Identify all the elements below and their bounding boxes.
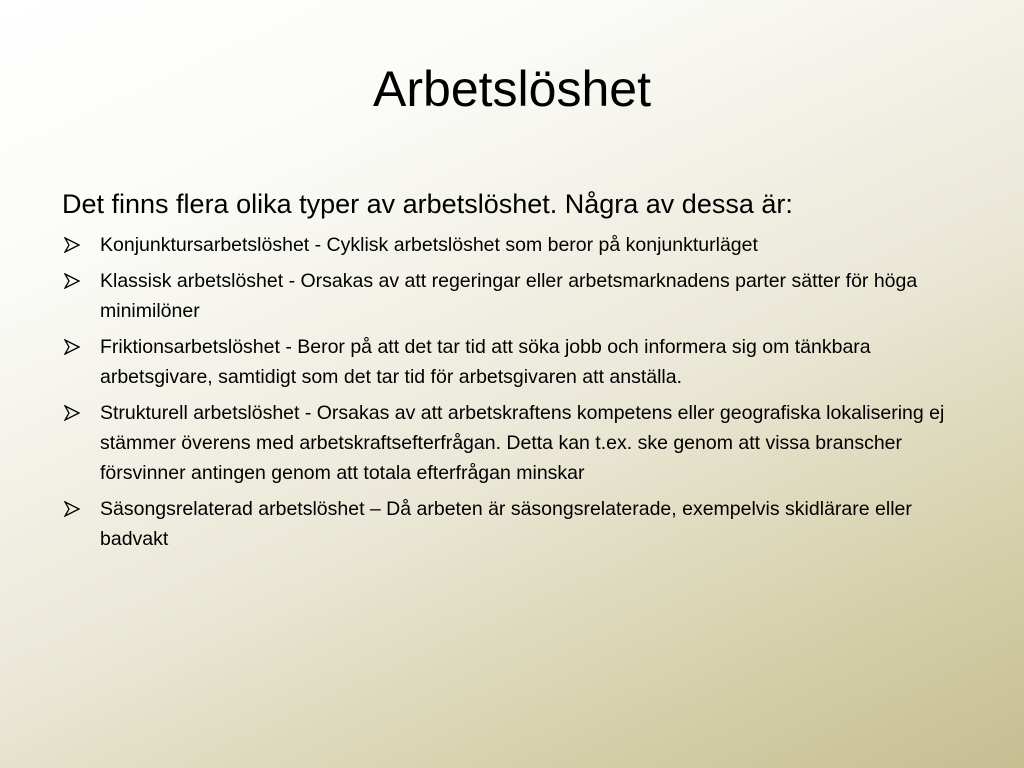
- list-item: [62, 266, 972, 326]
- intro-text: Det finns flera olika typer av arbetslöshet. Några av dessa är:: [62, 189, 793, 219]
- arrow-bullet-icon: [64, 339, 80, 355]
- arrow-bullet-icon: [64, 237, 80, 253]
- arrow-bullet-icon: [64, 501, 80, 517]
- list-item-text: Friktionsarbetslöshet - Beror på att det tar tid att söka jobb och informera sig om tänkbara arbetsgivare, samtidigt som det tar tid för arbetsgivaren att anställa.: [100, 336, 871, 389]
- list-item: [62, 494, 972, 554]
- list-item-text: Säsongsrelaterad arbetslöshet – Då arbeten är säsongsrelaterade, exempelvis skidlärare eller badvakt: [100, 498, 912, 551]
- bullet-list: [62, 230, 972, 554]
- list-item: [62, 230, 972, 260]
- list-item-text: Konjunktursarbetslöshet - Cyklisk arbetslöshet som beror på konjunkturläget: [100, 234, 758, 257]
- list-item-text: Klassisk arbetslöshet - Orsakas av att regeringar eller arbetsmarknadens parter sätter för höga minimilöner: [100, 270, 918, 323]
- arrow-bullet-icon: [64, 405, 80, 421]
- slide-title: Arbetslöshet: [373, 61, 651, 117]
- arrow-bullet-icon: [64, 273, 80, 289]
- list-item: [62, 332, 972, 392]
- list-item-text: Strukturell arbetslöshet - Orsakas av att arbetskraftens kompetens eller geografiska lokalisering ej stämmer överens med arbetskraftsefterfrågan. Detta kan t.ex. ske genom att vissa branscher försvinner antingen genom att totala efterfrågan minskar: [100, 402, 945, 485]
- list-item: [62, 398, 972, 488]
- slide-content: [62, 188, 972, 560]
